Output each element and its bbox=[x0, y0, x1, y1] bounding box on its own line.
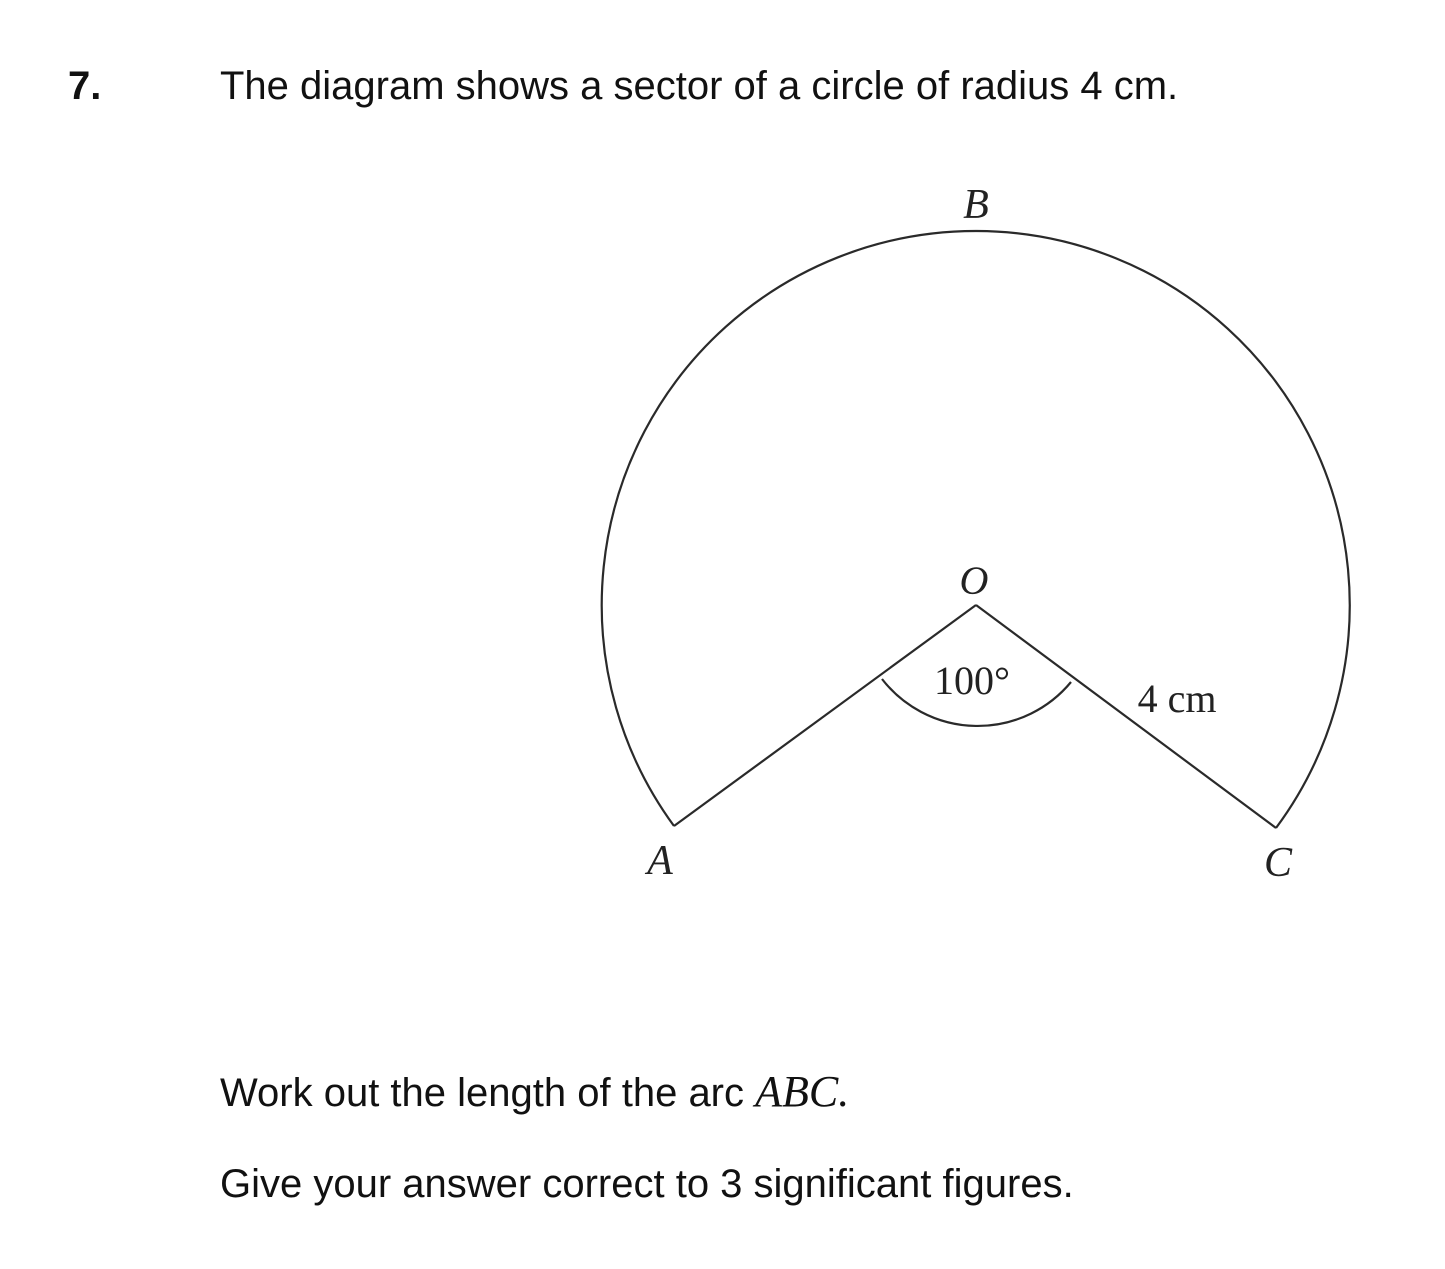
instruction-text: Work out the length of the arc bbox=[220, 1071, 756, 1115]
label-o: O bbox=[959, 558, 989, 603]
arc-abc bbox=[602, 231, 1350, 828]
radius-label: 4 cm bbox=[1137, 676, 1217, 721]
angle-label: 100° bbox=[934, 658, 1010, 703]
arc-name-math: ABC bbox=[755, 1067, 839, 1116]
label-a: A bbox=[647, 838, 673, 884]
radius-oc bbox=[976, 605, 1276, 828]
label-b: B bbox=[963, 182, 989, 228]
label-c: C bbox=[1263, 840, 1293, 886]
instruction-sig-figs: Give your answer correct to 3 significant figures. bbox=[220, 1162, 1074, 1206]
question-number: 7. bbox=[68, 64, 102, 108]
instruction-period: . bbox=[838, 1067, 850, 1116]
question-stem: The diagram shows a sector of a circle of radius 4 cm. bbox=[220, 64, 1179, 108]
instruction-arc-length bbox=[220, 1064, 849, 1121]
